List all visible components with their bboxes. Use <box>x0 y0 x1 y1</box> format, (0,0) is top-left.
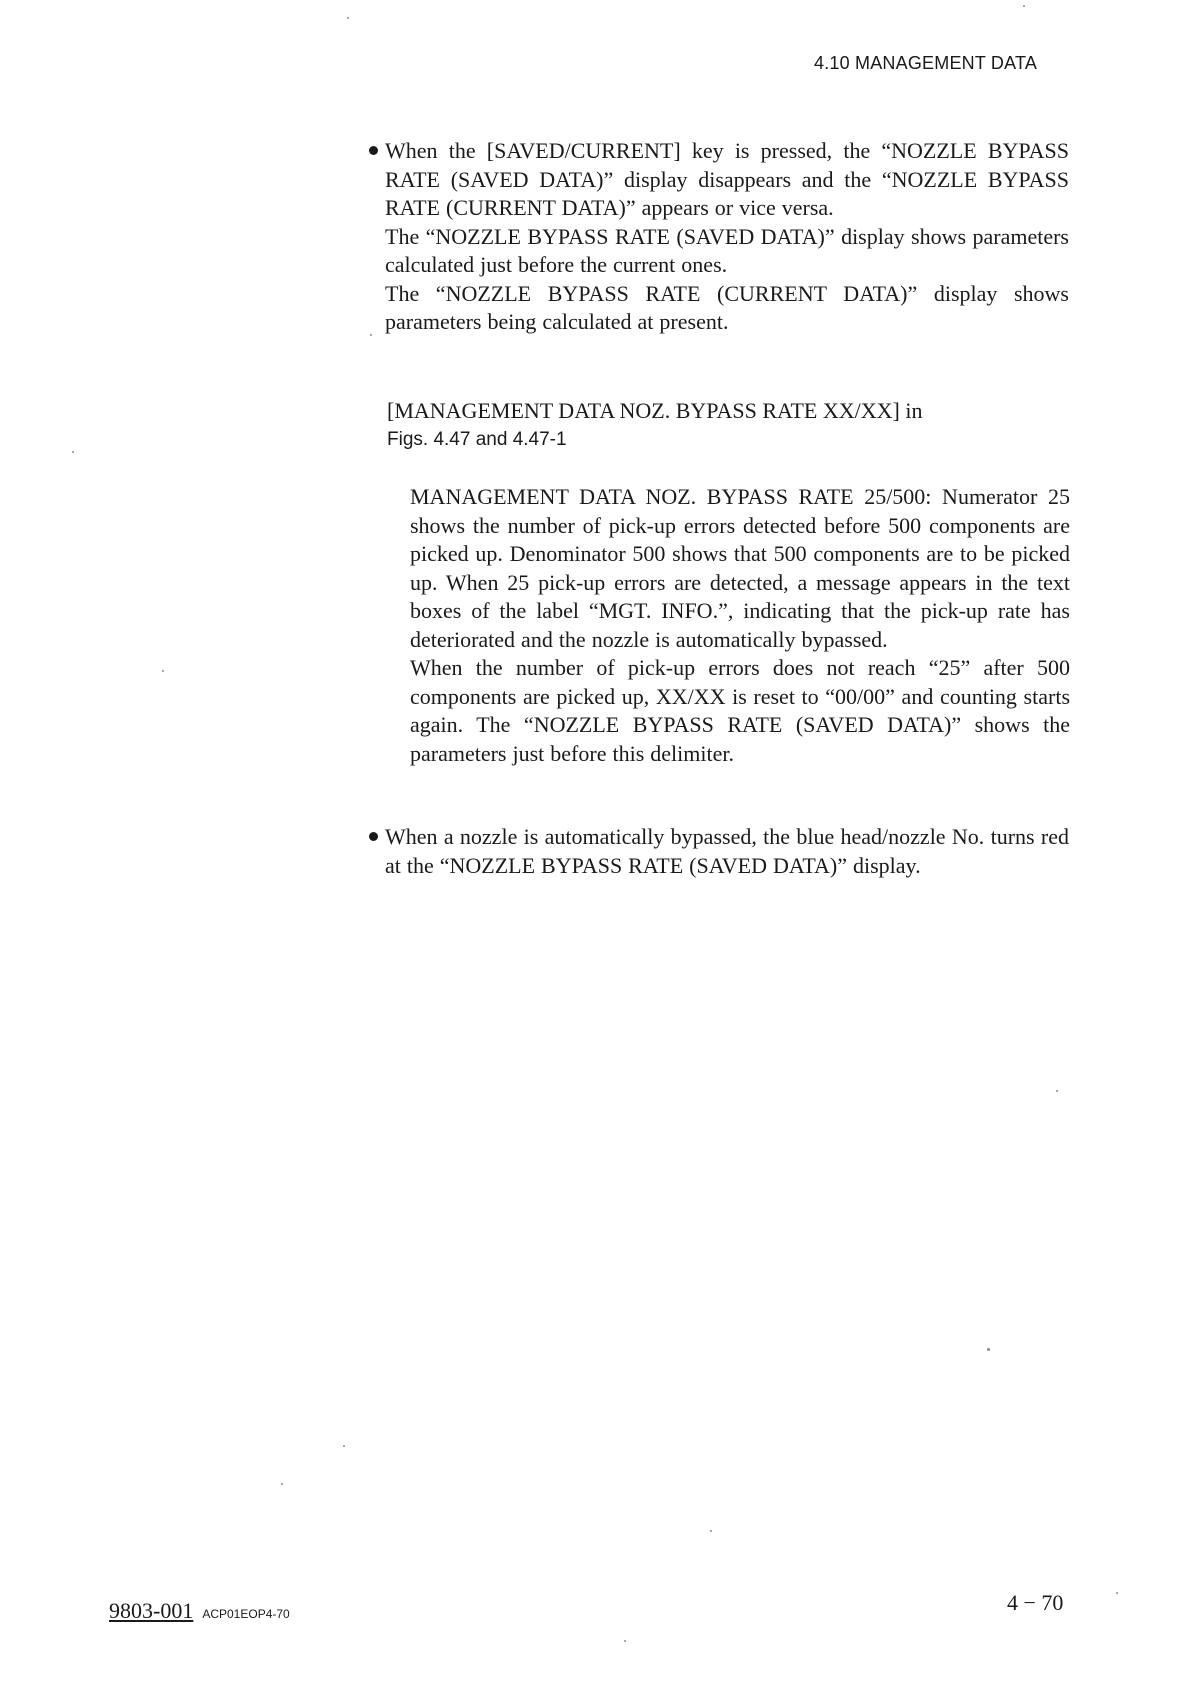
management-data-explanation <box>410 483 1070 768</box>
scan-speck <box>710 1530 712 1532</box>
file-code: ACP01EOP4-70 <box>202 1607 290 1621</box>
scan-speck <box>72 451 74 453</box>
scan-speck <box>347 17 349 19</box>
document-number: 9803-001 <box>109 1598 194 1623</box>
paragraph: The “NOZZLE BYPASS RATE (CURRENT DATA)” display shows parameters being calculated at present. <box>385 280 1069 334</box>
footer-document-id <box>109 1598 290 1624</box>
paragraph: When the [SAVED/CURRENT] key is pressed, the “NOZZLE BYPASS RATE (SAVED DATA)” display disappears and the “NOZZLE BYPASS RATE (CURRENT DATA)” appears or vice versa. <box>385 138 1069 220</box>
scan-speck <box>1056 1090 1058 1092</box>
page-number: 4 − 70 <box>1007 1590 1064 1615</box>
bullet-saved-current <box>385 137 1069 337</box>
figure-reference <box>387 397 1071 454</box>
paragraph: When a nozzle is automatically bypassed, the blue head/nozzle No. turns red at the “NOZZLE BYPASS RATE (SAVED DATA)” display. <box>385 824 1069 878</box>
bullet-icon <box>369 146 378 155</box>
paragraph: MANAGEMENT DATA NOZ. BYPASS RATE 25/500: Numerator 25 shows the number of pick-up errors detected before 500 components are picked up. Denominator 500 shows that 500 components are to be picked up. When 25 pick-up errors are detected, a message appears in the text boxes of the label “MGT. INFO.”, indicating that the pick-up rate has deteriorated and the nozzle is automatically bypassed. <box>410 484 1070 652</box>
scan-speck <box>162 670 164 672</box>
scan-speck <box>624 1640 626 1642</box>
reference-line: [MANAGEMENT DATA NOZ. BYPASS RATE XX/XX] in <box>387 398 923 423</box>
reference-line: Figs. 4.47 and 4.47-1 <box>387 428 567 450</box>
paragraph: When the number of pick-up errors does not reach “25” after 500 components are picked up, XX/XX is reset to “00/00” and counting starts again. The “NOZZLE BYPASS RATE (SAVED DATA)” shows the parameters just before this delimiter. <box>410 655 1070 766</box>
section-header: 4.10 MANAGEMENT DATA <box>814 53 1038 73</box>
bullet-bypass-color <box>385 823 1069 880</box>
scan-speck <box>343 1445 345 1447</box>
scan-speck <box>1116 1592 1118 1594</box>
scan-speck <box>987 1348 990 1351</box>
scan-speck <box>1023 5 1025 7</box>
paragraph: The “NOZZLE BYPASS RATE (SAVED DATA)” display shows parameters calculated just before the current ones. <box>385 223 1069 277</box>
scan-speck <box>370 334 372 336</box>
scan-speck <box>281 1483 283 1485</box>
bullet-icon <box>369 832 378 841</box>
